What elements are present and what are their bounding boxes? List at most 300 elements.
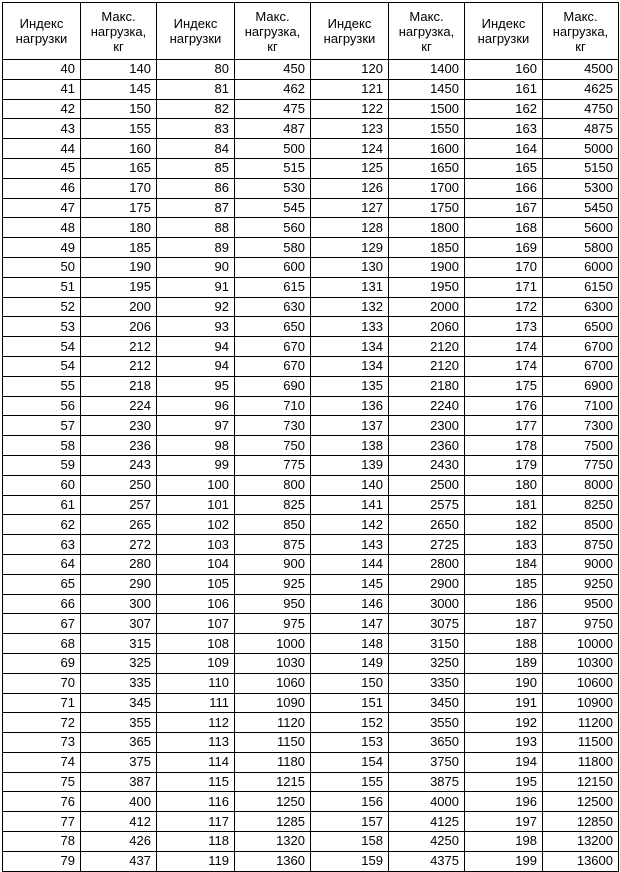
table-row [3, 376, 619, 396]
load-index-cell: 90 [157, 257, 235, 277]
load-index-cell: 95 [157, 376, 235, 396]
load-index-cell: 69 [3, 653, 81, 673]
max-load-cell: 2900 [389, 574, 465, 594]
max-load-cell: 13600 [543, 851, 619, 871]
load-index-cell: 194 [465, 752, 543, 772]
load-index-cell: 159 [311, 851, 389, 871]
load-index-cell: 49 [3, 238, 81, 258]
max-load-cell: 500 [235, 139, 311, 159]
load-index-cell: 42 [3, 99, 81, 119]
load-index-cell: 195 [465, 772, 543, 792]
max-load-cell: 450 [235, 60, 311, 80]
load-index-cell: 94 [157, 337, 235, 357]
load-index-cell: 133 [311, 317, 389, 337]
max-load-cell: 2575 [389, 495, 465, 515]
max-load-cell: 257 [81, 495, 157, 515]
load-index-cell: 89 [157, 238, 235, 258]
max-load-cell: 950 [235, 594, 311, 614]
load-index-cell: 85 [157, 158, 235, 178]
load-index-cell: 66 [3, 594, 81, 614]
load-index-cell: 197 [465, 812, 543, 832]
max-load-cell: 185 [81, 238, 157, 258]
load-index-cell: 52 [3, 297, 81, 317]
max-load-cell: 1060 [235, 673, 311, 693]
load-index-cell: 106 [157, 594, 235, 614]
load-index-cell: 96 [157, 396, 235, 416]
load-index-cell: 78 [3, 832, 81, 852]
max-load-cell: 515 [235, 158, 311, 178]
load-index-cell: 148 [311, 634, 389, 654]
load-index-cell: 142 [311, 515, 389, 535]
max-load-cell: 5600 [543, 218, 619, 238]
max-load-cell: 462 [235, 79, 311, 99]
max-load-cell: 412 [81, 812, 157, 832]
max-load-cell: 10300 [543, 653, 619, 673]
table-row [3, 396, 619, 416]
max-load-cell: 1500 [389, 99, 465, 119]
max-load-cell: 5300 [543, 178, 619, 198]
load-index-cell: 50 [3, 257, 81, 277]
table-row [3, 535, 619, 555]
load-index-cell: 70 [3, 673, 81, 693]
max-load-cell: 7300 [543, 416, 619, 436]
max-load-cell: 300 [81, 594, 157, 614]
load-index-cell: 121 [311, 79, 389, 99]
max-load-cell: 545 [235, 198, 311, 218]
load-index-cell: 173 [465, 317, 543, 337]
max-load-cell: 3750 [389, 752, 465, 772]
load-index-cell: 119 [157, 851, 235, 871]
max-load-cell: 437 [81, 851, 157, 871]
load-index-cell: 109 [157, 653, 235, 673]
table-row [3, 634, 619, 654]
load-index-cell: 134 [311, 356, 389, 376]
max-load-cell: 180 [81, 218, 157, 238]
load-index-cell: 168 [465, 218, 543, 238]
load-index-cell: 76 [3, 792, 81, 812]
load-index-cell: 68 [3, 634, 81, 654]
load-index-cell: 110 [157, 673, 235, 693]
table-row [3, 733, 619, 753]
load-index-cell: 179 [465, 455, 543, 475]
max-load-cell: 3875 [389, 772, 465, 792]
max-load-cell: 3150 [389, 634, 465, 654]
table-row [3, 257, 619, 277]
table-row [3, 119, 619, 139]
max-load-cell: 3550 [389, 713, 465, 733]
load-index-cell: 105 [157, 574, 235, 594]
max-load-cell: 8500 [543, 515, 619, 535]
max-load-cell: 530 [235, 178, 311, 198]
max-load-cell: 325 [81, 653, 157, 673]
max-load-cell: 365 [81, 733, 157, 753]
load-index-cell: 82 [157, 99, 235, 119]
load-index-cell: 172 [465, 297, 543, 317]
table-row [3, 218, 619, 238]
load-index-cell: 157 [311, 812, 389, 832]
max-load-cell: 6000 [543, 257, 619, 277]
max-load-cell: 3250 [389, 653, 465, 673]
load-index-cell: 163 [465, 119, 543, 139]
load-index-cell: 93 [157, 317, 235, 337]
max-load-cell: 2120 [389, 356, 465, 376]
max-load-cell: 5150 [543, 158, 619, 178]
load-index-cell: 108 [157, 634, 235, 654]
max-load-cell: 650 [235, 317, 311, 337]
load-index-cell: 196 [465, 792, 543, 812]
load-index-cell: 165 [465, 158, 543, 178]
load-index-cell: 146 [311, 594, 389, 614]
load-index-cell: 130 [311, 257, 389, 277]
table-row [3, 673, 619, 693]
max-load-cell: 1550 [389, 119, 465, 139]
max-load-cell: 5800 [543, 238, 619, 258]
max-load-cell: 750 [235, 436, 311, 456]
load-index-cell: 155 [311, 772, 389, 792]
load-index-cell: 56 [3, 396, 81, 416]
max-load-cell: 5450 [543, 198, 619, 218]
max-load-cell: 190 [81, 257, 157, 277]
load-index-cell: 122 [311, 99, 389, 119]
max-load-cell: 10600 [543, 673, 619, 693]
max-load-cell: 195 [81, 277, 157, 297]
max-load-cell: 200 [81, 297, 157, 317]
load-index-cell: 83 [157, 119, 235, 139]
load-index-cell: 54 [3, 356, 81, 376]
max-load-cell: 7500 [543, 436, 619, 456]
load-index-cell: 77 [3, 812, 81, 832]
load-index-cell: 47 [3, 198, 81, 218]
table-row [3, 851, 619, 871]
load-index-cell: 58 [3, 436, 81, 456]
max-load-cell: 11500 [543, 733, 619, 753]
max-load-cell: 7100 [543, 396, 619, 416]
max-load-cell: 560 [235, 218, 311, 238]
table-row [3, 238, 619, 258]
max-load-cell: 4625 [543, 79, 619, 99]
max-load-cell: 1090 [235, 693, 311, 713]
load-index-cell: 129 [311, 238, 389, 258]
load-index-cell: 170 [465, 257, 543, 277]
max-load-cell: 272 [81, 535, 157, 555]
load-index-cell: 112 [157, 713, 235, 733]
max-load-cell: 1600 [389, 139, 465, 159]
max-load-cell: 315 [81, 634, 157, 654]
max-load-cell: 1030 [235, 653, 311, 673]
table-row [3, 455, 619, 475]
max-load-cell: 925 [235, 574, 311, 594]
max-load-cell: 12850 [543, 812, 619, 832]
load-index-cell: 167 [465, 198, 543, 218]
load-index-cell: 186 [465, 594, 543, 614]
max-load-cell: 175 [81, 198, 157, 218]
load-index-cell: 67 [3, 614, 81, 634]
max-load-cell: 2650 [389, 515, 465, 535]
load-index-cell: 131 [311, 277, 389, 297]
table-row [3, 693, 619, 713]
load-index-cell: 98 [157, 436, 235, 456]
max-load-cell: 1950 [389, 277, 465, 297]
load-index-cell: 97 [157, 416, 235, 436]
max-load-cell: 6500 [543, 317, 619, 337]
max-load-cell: 600 [235, 257, 311, 277]
max-load-cell: 145 [81, 79, 157, 99]
max-load-cell: 2000 [389, 297, 465, 317]
table-row [3, 792, 619, 812]
load-index-cell: 54 [3, 337, 81, 357]
max-load-cell: 615 [235, 277, 311, 297]
max-load-cell: 1215 [235, 772, 311, 792]
table-row [3, 812, 619, 832]
load-index-cell: 127 [311, 198, 389, 218]
max-load-cell: 13200 [543, 832, 619, 852]
load-index-cell: 171 [465, 277, 543, 297]
max-load-cell: 150 [81, 99, 157, 119]
max-load-cell: 800 [235, 475, 311, 495]
load-index-cell: 174 [465, 356, 543, 376]
load-index-cell: 118 [157, 832, 235, 852]
load-index-cell: 152 [311, 713, 389, 733]
table-row [3, 317, 619, 337]
load-index-cell: 80 [157, 60, 235, 80]
table-row [3, 277, 619, 297]
load-index-cell: 140 [311, 475, 389, 495]
max-load-cell: 290 [81, 574, 157, 594]
load-index-cell: 120 [311, 60, 389, 80]
max-load-cell: 1700 [389, 178, 465, 198]
max-load-cell: 3350 [389, 673, 465, 693]
max-load-cell: 1400 [389, 60, 465, 80]
table-row [3, 198, 619, 218]
max-load-cell: 2430 [389, 455, 465, 475]
max-load-cell: 12500 [543, 792, 619, 812]
load-index-cell: 64 [3, 554, 81, 574]
max-load-cell: 850 [235, 515, 311, 535]
max-load-cell: 6900 [543, 376, 619, 396]
load-index-cell: 61 [3, 495, 81, 515]
load-index-cell: 117 [157, 812, 235, 832]
load-index-table [2, 2, 619, 872]
header-load-index: Индекс нагрузки [157, 3, 235, 60]
max-load-cell: 345 [81, 693, 157, 713]
max-load-cell: 3650 [389, 733, 465, 753]
max-load-cell: 1850 [389, 238, 465, 258]
load-index-cell: 51 [3, 277, 81, 297]
max-load-cell: 4875 [543, 119, 619, 139]
max-load-cell: 1285 [235, 812, 311, 832]
load-index-cell: 144 [311, 554, 389, 574]
load-index-cell: 137 [311, 416, 389, 436]
load-index-cell: 57 [3, 416, 81, 436]
load-index-cell: 151 [311, 693, 389, 713]
load-index-cell: 102 [157, 515, 235, 535]
load-index-cell: 63 [3, 535, 81, 555]
max-load-cell: 2800 [389, 554, 465, 574]
table-body [3, 60, 619, 872]
max-load-cell: 1000 [235, 634, 311, 654]
load-index-cell: 75 [3, 772, 81, 792]
max-load-cell: 975 [235, 614, 311, 634]
max-load-cell: 4500 [543, 60, 619, 80]
max-load-cell: 165 [81, 158, 157, 178]
max-load-cell: 1360 [235, 851, 311, 871]
load-index-cell: 46 [3, 178, 81, 198]
max-load-cell: 355 [81, 713, 157, 733]
max-load-cell: 730 [235, 416, 311, 436]
max-load-cell: 7750 [543, 455, 619, 475]
table-row [3, 653, 619, 673]
load-index-cell: 153 [311, 733, 389, 753]
load-index-cell: 48 [3, 218, 81, 238]
max-load-cell: 6300 [543, 297, 619, 317]
load-index-cell: 73 [3, 733, 81, 753]
max-load-cell: 3075 [389, 614, 465, 634]
table-row [3, 60, 619, 80]
header-row [3, 3, 619, 60]
max-load-cell: 2120 [389, 337, 465, 357]
max-load-cell: 825 [235, 495, 311, 515]
max-load-cell: 10900 [543, 693, 619, 713]
max-load-cell: 4375 [389, 851, 465, 871]
max-load-cell: 6700 [543, 356, 619, 376]
load-index-cell: 164 [465, 139, 543, 159]
max-load-cell: 1800 [389, 218, 465, 238]
max-load-cell: 243 [81, 455, 157, 475]
header-max-load: Макс. нагрузка, кг [543, 3, 619, 60]
load-index-cell: 60 [3, 475, 81, 495]
table-row [3, 752, 619, 772]
table-row [3, 436, 619, 456]
load-index-cell: 160 [465, 60, 543, 80]
table-row [3, 416, 619, 436]
table-row [3, 574, 619, 594]
max-load-cell: 2500 [389, 475, 465, 495]
load-index-cell: 116 [157, 792, 235, 812]
load-index-cell: 182 [465, 515, 543, 535]
load-index-cell: 125 [311, 158, 389, 178]
load-index-cell: 114 [157, 752, 235, 772]
load-index-cell: 177 [465, 416, 543, 436]
load-index-cell: 188 [465, 634, 543, 654]
max-load-cell: 9750 [543, 614, 619, 634]
max-load-cell: 1250 [235, 792, 311, 812]
load-index-cell: 87 [157, 198, 235, 218]
max-load-cell: 250 [81, 475, 157, 495]
table-row [3, 337, 619, 357]
load-index-cell: 99 [157, 455, 235, 475]
load-index-cell: 150 [311, 673, 389, 693]
max-load-cell: 307 [81, 614, 157, 634]
load-index-cell: 190 [465, 673, 543, 693]
load-index-cell: 183 [465, 535, 543, 555]
load-index-cell: 128 [311, 218, 389, 238]
max-load-cell: 580 [235, 238, 311, 258]
load-index-cell: 191 [465, 693, 543, 713]
max-load-cell: 2300 [389, 416, 465, 436]
max-load-cell: 400 [81, 792, 157, 812]
load-index-cell: 174 [465, 337, 543, 357]
load-index-cell: 41 [3, 79, 81, 99]
load-index-cell: 178 [465, 436, 543, 456]
load-index-cell: 184 [465, 554, 543, 574]
header-max-load: Макс. нагрузка, кг [389, 3, 465, 60]
load-index-cell: 111 [157, 693, 235, 713]
load-index-cell: 92 [157, 297, 235, 317]
max-load-cell: 1900 [389, 257, 465, 277]
max-load-cell: 1750 [389, 198, 465, 218]
load-index-cell: 192 [465, 713, 543, 733]
max-load-cell: 670 [235, 356, 311, 376]
load-index-cell: 103 [157, 535, 235, 555]
max-load-cell: 4250 [389, 832, 465, 852]
load-index-cell: 126 [311, 178, 389, 198]
max-load-cell: 2360 [389, 436, 465, 456]
max-load-cell: 1180 [235, 752, 311, 772]
max-load-cell: 335 [81, 673, 157, 693]
load-index-cell: 134 [311, 337, 389, 357]
load-index-cell: 65 [3, 574, 81, 594]
max-load-cell: 155 [81, 119, 157, 139]
header-max-load: Макс. нагрузка, кг [235, 3, 311, 60]
max-load-cell: 224 [81, 396, 157, 416]
max-load-cell: 3000 [389, 594, 465, 614]
load-index-cell: 169 [465, 238, 543, 258]
table-row [3, 554, 619, 574]
load-index-cell: 91 [157, 277, 235, 297]
load-index-cell: 84 [157, 139, 235, 159]
load-index-cell: 74 [3, 752, 81, 772]
max-load-cell: 8750 [543, 535, 619, 555]
max-load-cell: 280 [81, 554, 157, 574]
table-row [3, 495, 619, 515]
max-load-cell: 5000 [543, 139, 619, 159]
table-row [3, 614, 619, 634]
max-load-cell: 2060 [389, 317, 465, 337]
load-index-cell: 180 [465, 475, 543, 495]
header-max-load: Макс. нагрузка, кг [81, 3, 157, 60]
max-load-cell: 487 [235, 119, 311, 139]
load-index-cell: 94 [157, 356, 235, 376]
load-index-cell: 88 [157, 218, 235, 238]
load-index-cell: 53 [3, 317, 81, 337]
load-index-cell: 135 [311, 376, 389, 396]
load-index-cell: 40 [3, 60, 81, 80]
max-load-cell: 900 [235, 554, 311, 574]
max-load-cell: 4750 [543, 99, 619, 119]
max-load-cell: 11200 [543, 713, 619, 733]
max-load-cell: 140 [81, 60, 157, 80]
max-load-cell: 170 [81, 178, 157, 198]
load-index-cell: 62 [3, 515, 81, 535]
max-load-cell: 375 [81, 752, 157, 772]
max-load-cell: 9250 [543, 574, 619, 594]
max-load-cell: 3450 [389, 693, 465, 713]
max-load-cell: 1150 [235, 733, 311, 753]
table-row [3, 297, 619, 317]
load-index-cell: 181 [465, 495, 543, 515]
table-row [3, 139, 619, 159]
table-row [3, 713, 619, 733]
load-index-cell: 156 [311, 792, 389, 812]
max-load-cell: 1120 [235, 713, 311, 733]
load-index-cell: 107 [157, 614, 235, 634]
max-load-cell: 8000 [543, 475, 619, 495]
load-index-cell: 55 [3, 376, 81, 396]
load-index-cell: 136 [311, 396, 389, 416]
load-index-cell: 189 [465, 653, 543, 673]
max-load-cell: 265 [81, 515, 157, 535]
header-load-index: Индекс нагрузки [465, 3, 543, 60]
